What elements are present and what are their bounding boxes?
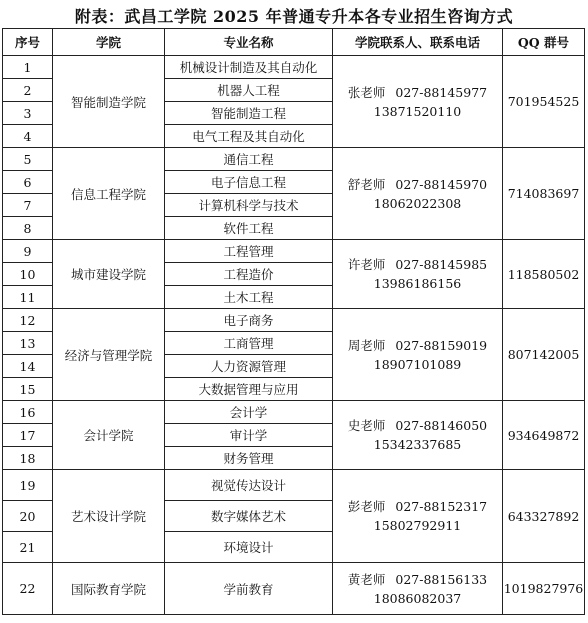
row-index: 1: [3, 56, 53, 79]
major-name: 人力资源管理: [165, 355, 333, 378]
row-index: 9: [3, 240, 53, 263]
table-row: [3, 56, 585, 79]
contact-phone: 027-88145977: [395, 84, 488, 100]
major-name: 土木工程: [165, 286, 333, 309]
qq-group-number: 643327892: [503, 470, 585, 563]
qq-group-number: 118580502: [503, 240, 585, 309]
header-qq: QQ 群号: [503, 29, 585, 56]
contact-mobile: 18907101089: [373, 356, 462, 372]
school-contact: [333, 56, 503, 148]
major-name: 财务管理: [165, 447, 333, 470]
major-name: 会计学: [165, 401, 333, 424]
header-school: 学院: [53, 29, 165, 56]
school-contact: [333, 148, 503, 240]
contact-phone: 027-88159019: [395, 337, 488, 353]
row-index: 14: [3, 355, 53, 378]
school-name: 会计学院: [53, 401, 165, 470]
row-index: 2: [3, 79, 53, 102]
header-contact: 学院联系人、联系电话: [333, 29, 503, 56]
contact-mobile: 18062022308: [373, 195, 462, 211]
major-name: 环境设计: [165, 532, 333, 563]
table-body: [3, 56, 585, 615]
row-index: 7: [3, 194, 53, 217]
row-index: 8: [3, 217, 53, 240]
contact-phone: 027-88145985: [395, 257, 488, 272]
major-name: 工程造价: [165, 263, 333, 286]
major-name: 通信工程: [165, 148, 333, 171]
contact-phone: 027-88156133: [395, 571, 488, 587]
contact-mobile: 15802792911: [373, 518, 462, 533]
major-name: 软件工程: [165, 217, 333, 240]
row-index: 4: [3, 125, 53, 148]
school-contact: [333, 309, 503, 401]
contact-name: 史老师: [347, 418, 386, 433]
major-name: 机械设计制造及其自动化: [165, 56, 333, 79]
contact-name: 许老师: [347, 257, 386, 272]
row-index: 19: [3, 470, 53, 501]
admissions-contact-table: [2, 28, 585, 615]
major-name: 电子信息工程: [165, 171, 333, 194]
major-name: 审计学: [165, 424, 333, 447]
contact-name: 黄老师: [347, 571, 386, 587]
major-name: 计算机科学与技术: [165, 194, 333, 217]
major-name: 大数据管理与应用: [165, 378, 333, 401]
contact-mobile: 13871520110: [373, 103, 462, 119]
row-index: 13: [3, 332, 53, 355]
school-contact: [333, 470, 503, 563]
contact-name: 彭老师: [347, 499, 386, 514]
school-name: 城市建设学院: [53, 240, 165, 309]
contact-phone: 027-88145970: [395, 176, 488, 192]
table-row: [3, 148, 585, 171]
row-index: 15: [3, 378, 53, 401]
contact-mobile: 13986186156: [373, 276, 462, 291]
school-name: 信息工程学院: [53, 148, 165, 240]
contact-line: [333, 497, 502, 516]
contact-line: [333, 416, 502, 435]
row-index: 11: [3, 286, 53, 309]
qq-group-number: 714083697: [503, 148, 585, 240]
qq-group-number: 934649872: [503, 401, 585, 470]
row-index: 10: [3, 263, 53, 286]
school-name: 智能制造学院: [53, 56, 165, 148]
row-index: 22: [3, 563, 53, 615]
row-index: 20: [3, 501, 53, 532]
major-name: 电子商务: [165, 309, 333, 332]
contact-phone: 027-88146050: [395, 418, 488, 433]
school-name: 国际教育学院: [53, 563, 165, 615]
contact-name: 周老师: [347, 337, 386, 353]
row-index: 18: [3, 447, 53, 470]
contact-line: [333, 336, 502, 355]
header-major: 专业名称: [165, 29, 333, 56]
major-name: 工商管理: [165, 332, 333, 355]
row-index: 21: [3, 532, 53, 563]
contact-name: 舒老师: [347, 176, 386, 192]
contact-line: [333, 255, 502, 274]
contact-line: [333, 570, 502, 589]
qq-group-number: 701954525: [503, 56, 585, 148]
school-name: 艺术设计学院: [53, 470, 165, 563]
table-row: [3, 563, 585, 615]
qq-group-number: 807142005: [503, 309, 585, 401]
table-row: [3, 309, 585, 332]
major-name: 学前教育: [165, 563, 333, 615]
school-contact: [333, 401, 503, 470]
major-name: 视觉传达设计: [165, 470, 333, 501]
row-index: 12: [3, 309, 53, 332]
major-name: 智能制造工程: [165, 102, 333, 125]
table-row: [3, 470, 585, 501]
contact-line: [333, 83, 502, 102]
contact-mobile: 18086082037: [373, 590, 462, 606]
school-contact: [333, 240, 503, 309]
school-name: 经济与管理学院: [53, 309, 165, 401]
contact-phone: 027-88152317: [395, 499, 488, 514]
contact-name: 张老师: [347, 84, 386, 100]
major-name: 数字媒体艺术: [165, 501, 333, 532]
page-title: 附表：武昌工学院 2025 年普通专升本各专业招生咨询方式: [74, 7, 514, 26]
major-name: 工程管理: [165, 240, 333, 263]
contact-line: [333, 175, 502, 194]
major-name: 机器人工程: [165, 79, 333, 102]
contact-mobile: 15342337685: [373, 437, 462, 452]
row-index: 16: [3, 401, 53, 424]
table-row: [3, 240, 585, 263]
qq-group-number: 1019827976: [503, 563, 585, 615]
table-header-row: [3, 29, 585, 56]
row-index: 3: [3, 102, 53, 125]
header-index: 序号: [3, 29, 53, 56]
row-index: 17: [3, 424, 53, 447]
table-row: [3, 401, 585, 424]
row-index: 6: [3, 171, 53, 194]
school-contact: [333, 563, 503, 615]
major-name: 电气工程及其自动化: [165, 125, 333, 148]
row-index: 5: [3, 148, 53, 171]
